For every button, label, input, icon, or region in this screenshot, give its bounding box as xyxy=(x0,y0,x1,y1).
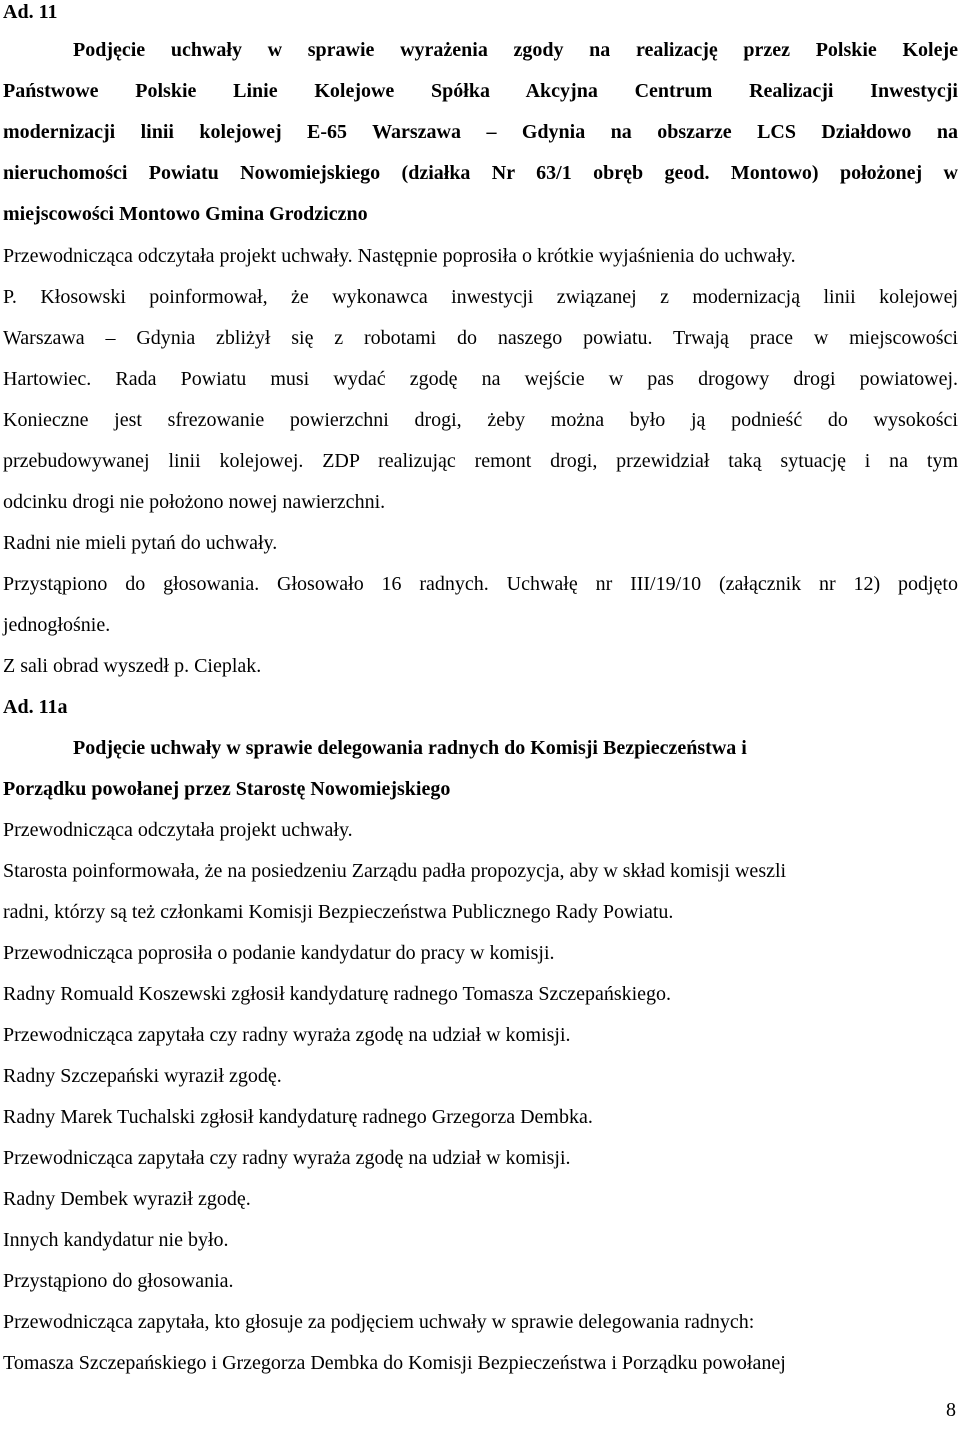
body-line: Przewodnicząca odczytała projekt uchwały. xyxy=(3,819,353,841)
body-line: Innych kandydatur nie było. xyxy=(3,1229,229,1251)
body-line: Przystąpiono do głosowania. Głosowało 16 radnych. Uchwałę nr III/19/10 (załącznik nr 12) podjęto xyxy=(3,573,958,595)
body-line: Radny Dembek wyraził zgodę. xyxy=(3,1188,251,1210)
body-line: Starosta poinformowała, że na posiedzeniu Zarządu padła propozycja, aby w skład komisji weszli xyxy=(3,860,787,882)
body-line: Tomasza Szczepańskiego i Grzegorza Dembka do Komisji Bezpieczeństwa i Porządku powołanej xyxy=(3,1352,786,1374)
section-title-line: nieruchomości Powiatu Nowomiejskiego (działka Nr 63/1 obręb geod. Montowo) położonej w xyxy=(3,162,958,184)
body-line: Z sali obrad wyszedł p. Cieplak. xyxy=(3,655,262,677)
body-line: Konieczne jest sfrezowanie powierzchni drogi, żeby można było ją podnieść do wysokości xyxy=(3,409,958,431)
body-line: Radny Romuald Koszewski zgłosił kandydaturę radnego Tomasza Szczepańskiego. xyxy=(3,983,672,1005)
body-line: Radni nie mieli pytań do uchwały. xyxy=(3,532,278,554)
body-line: Radny Szczepański wyraził zgodę. xyxy=(3,1065,282,1087)
body-line: przebudowywanej linii kolejowej. ZDP realizując remont drogi, przewidział taką sytuację i na tym xyxy=(3,450,958,472)
section-title-line: miejscowości Montowo Gmina Grodziczno xyxy=(3,203,368,225)
body-line: Przewodnicząca odczytała projekt uchwały. Następnie poprosiła o krótkie wyjaśnienia do uchwały. xyxy=(3,245,796,267)
body-line: odcinku drogi nie położono nowej nawierzchni. xyxy=(3,491,386,513)
body-line: Radny Marek Tuchalski zgłosił kandydaturę radnego Grzegorza Dembka. xyxy=(3,1106,593,1128)
section-label: Ad. 11a xyxy=(3,696,68,718)
body-line: Przewodnicząca zapytała czy radny wyraża zgodę na udział w komisji. xyxy=(3,1024,571,1046)
body-line: radni, którzy są też członkami Komisji Bezpieczeństwa Publicznego Rady Powiatu. xyxy=(3,901,674,923)
section-title-line: Podjęcie uchwały w sprawie wyrażenia zgody na realizację przez Polskie Koleje xyxy=(73,39,958,61)
body-line: Hartowiec. Rada Powiatu musi wydać zgodę na wejście w pas drogowy drogi powiatowej. xyxy=(3,368,958,390)
body-line: Przystąpiono do głosowania. xyxy=(3,1270,234,1292)
body-line: Warszawa – Gdynia zbliżył się z robotami do naszego powiatu. Trwają prace w miejscowości xyxy=(3,327,958,349)
body-line: P. Kłosowski poinformował, że wykonawca inwestycji związanej z modernizacją linii kolejowej xyxy=(3,286,958,308)
section-title-line: Porządku powołanej przez Starostę Nowomiejskiego xyxy=(3,778,451,800)
body-line: Przewodnicząca zapytała, kto głosuje za podjęciem uchwały w sprawie delegowania radnych: xyxy=(3,1311,755,1333)
body-line: Przewodnicząca zapytała czy radny wyraża zgodę na udział w komisji. xyxy=(3,1147,571,1169)
section-title-line: modernizacji linii kolejowej E-65 Warszawa – Gdynia na obszarze LCS Działdowo na xyxy=(3,121,958,143)
body-line: Przewodnicząca poprosiła o podanie kandydatur do pracy w komisji. xyxy=(3,942,555,964)
section-title-line: Podjęcie uchwały w sprawie delegowania radnych do Komisji Bezpieczeństwa i xyxy=(73,737,747,759)
section-label: Ad. 11 xyxy=(3,1,58,23)
body-line: jednogłośnie. xyxy=(3,614,111,636)
page-number: 8 xyxy=(946,1399,956,1421)
section-title-line: Państwowe Polskie Linie Kolejowe Spółka Akcyjna Centrum Realizacji Inwestycji xyxy=(3,80,958,102)
